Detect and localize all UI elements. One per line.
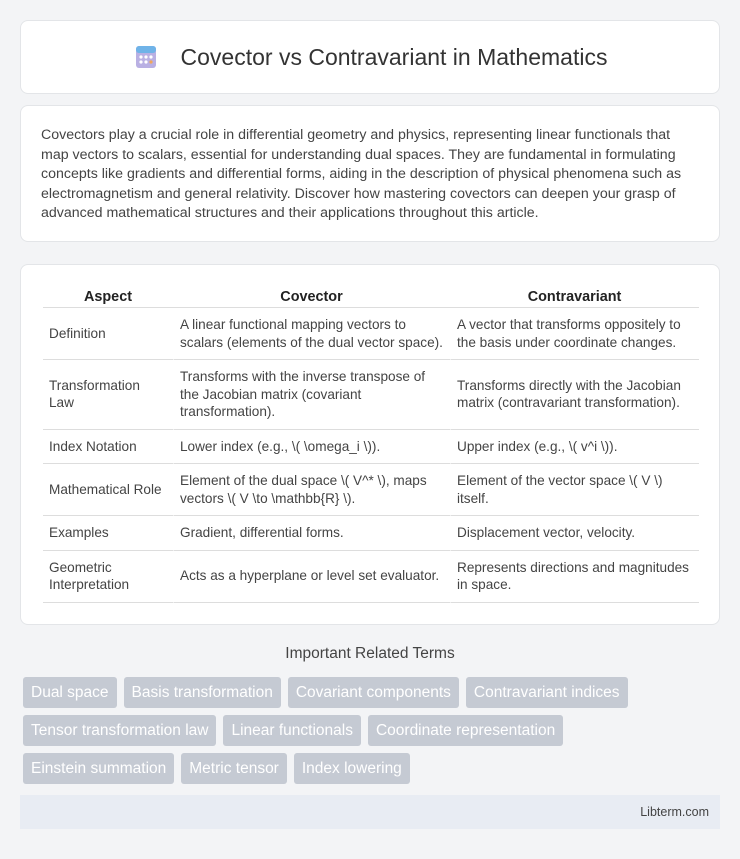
row-aspect: Transformation Law [43, 360, 173, 430]
row-covector: A linear functional mapping vectors to scalars (elements of the dual vector space). [173, 308, 450, 360]
tag-linear-functionals[interactable]: Linear functionals [223, 715, 361, 746]
row-contravariant: Represents directions and magnitudes in space. [450, 551, 699, 603]
row-contravariant: Element of the vector space \( V \) itself. [450, 464, 699, 516]
row-covector: Lower index (e.g., \( \omega_i \)). [173, 430, 450, 465]
row-aspect: Index Notation [43, 430, 173, 465]
header-covector: Covector [173, 285, 450, 308]
tag-contravariant-indices[interactable]: Contravariant indices [466, 677, 628, 708]
row-aspect: Definition [43, 308, 173, 360]
row-aspect: Examples [43, 516, 173, 551]
page-title: Covector vs Contravariant in Mathematics [180, 43, 608, 70]
row-covector: Acts as a hyperplane or level set evaluator. [173, 551, 450, 603]
tag-einstein-summation[interactable]: Einstein summation [23, 753, 174, 784]
related-terms-list [23, 677, 723, 791]
header-aspect: Aspect [43, 285, 173, 308]
row-contravariant: Displacement vector, velocity. [450, 516, 699, 551]
intro-text: Covectors play a crucial role in differential geometry and physics, representing linear functionals that map vectors to scalars, essential for understanding dual spaces. They are fundamental in formulating concepts like gradients and differential forms, aiding in the description of physical phenomena such as electromagnetism and general relativity. Discover how mastering covectors can deepen your grasp of advanced mathematical structures and their applications throughout this article. [41, 127, 682, 222]
table-row [43, 360, 699, 430]
related-terms-title: Important Related Terms [285, 645, 455, 662]
row-covector: Element of the dual space \( V^* \), maps vectors \( V \to \mathbb{R} \). [173, 464, 450, 516]
tag-basis-transformation[interactable]: Basis transformation [124, 677, 281, 708]
tag-metric-tensor[interactable]: Metric tensor [181, 753, 287, 784]
footer [20, 795, 720, 829]
tag-dual-space[interactable]: Dual space [23, 677, 117, 708]
table-row [43, 516, 699, 551]
header-contravariant: Contravariant [450, 285, 699, 308]
intro-card [20, 105, 720, 242]
comparison-table [43, 285, 699, 603]
row-covector: Transforms with the inverse transpose of the Jacobian matrix (covariant transformation). [173, 360, 450, 430]
calculator-icon [133, 44, 159, 70]
table-row [43, 464, 699, 516]
row-contravariant: Upper index (e.g., \( v^i \)). [450, 430, 699, 465]
footer-site-link[interactable]: Libterm.com [640, 805, 709, 819]
table-row [43, 430, 699, 465]
tag-tensor-transformation-law[interactable]: Tensor transformation law [23, 715, 216, 746]
table-header-row [43, 285, 699, 308]
tag-covariant-components[interactable]: Covariant components [288, 677, 459, 708]
row-aspect: Geometric Interpretation [43, 551, 173, 603]
row-contravariant: A vector that transforms oppositely to the basis under coordinate changes. [450, 308, 699, 360]
row-contravariant: Transforms directly with the Jacobian matrix (contravariant transformation). [450, 360, 699, 430]
row-aspect: Mathematical Role [43, 464, 173, 516]
comparison-table-card [20, 264, 720, 625]
row-covector: Gradient, differential forms. [173, 516, 450, 551]
tag-index-lowering[interactable]: Index lowering [294, 753, 410, 784]
table-row [43, 551, 699, 603]
table-row [43, 308, 699, 360]
header-card [20, 20, 720, 94]
tag-coordinate-representation[interactable]: Coordinate representation [368, 715, 563, 746]
